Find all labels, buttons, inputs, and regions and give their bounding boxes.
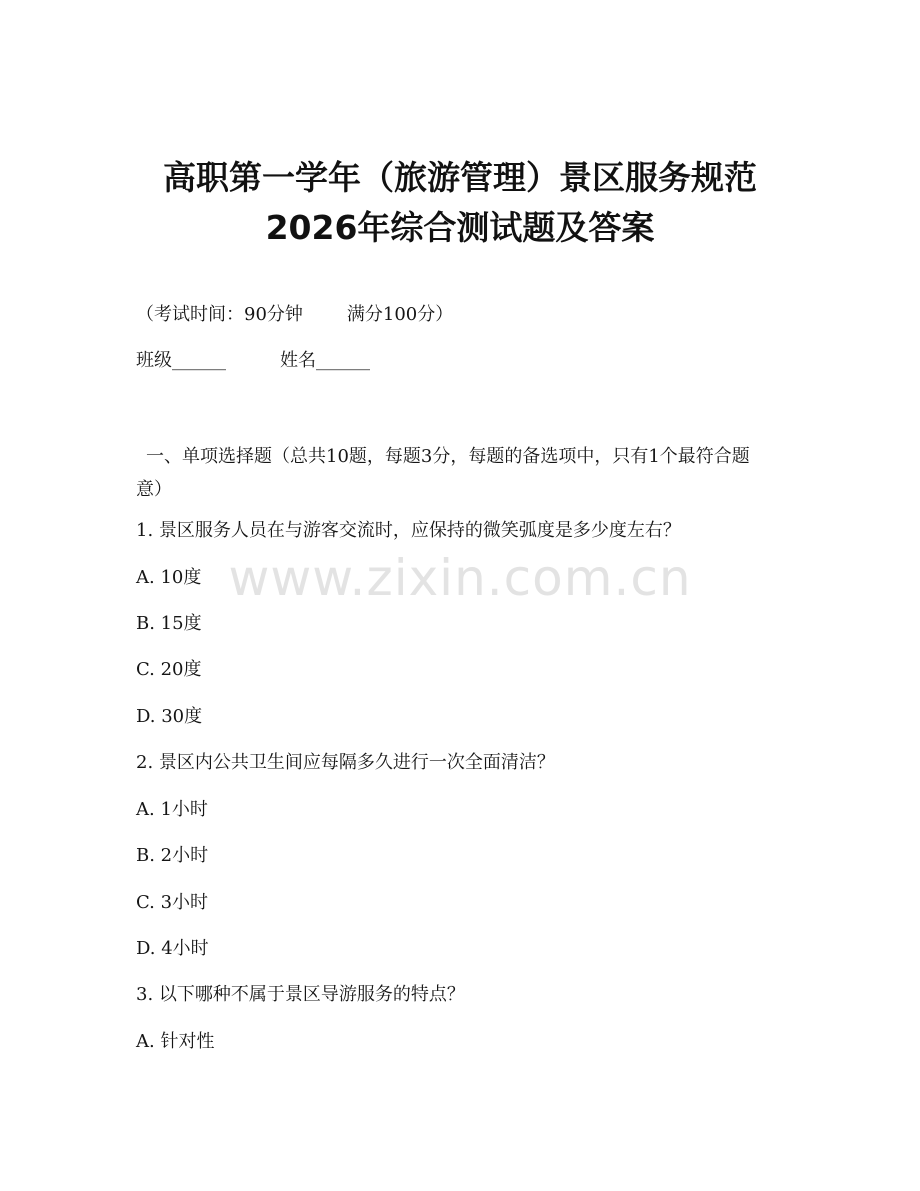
exam-meta bbox=[136, 302, 453, 328]
answer-option: D. 4小时 bbox=[136, 938, 209, 959]
question-stem: 2. 景区内公共卫生间应每隔多久进行一次全面清洁？ bbox=[136, 752, 555, 773]
full-score: 满分100分） bbox=[346, 304, 454, 325]
exam-time: （考试时间：90分钟 bbox=[136, 304, 303, 325]
document-title-line-1: 高职第一学年（旅游管理）景区服务规范 bbox=[163, 158, 757, 197]
class-field: 班级______ bbox=[136, 350, 226, 371]
answer-option: B. 15度 bbox=[136, 613, 202, 634]
answer-option: B. 2小时 bbox=[136, 845, 209, 866]
question-stem: 3. 以下哪种不属于景区导游服务的特点？ bbox=[136, 984, 465, 1005]
answer-option: D. 30度 bbox=[136, 706, 203, 727]
answer-option: A. 1小时 bbox=[136, 799, 208, 820]
answer-option: C. 20度 bbox=[136, 659, 202, 680]
watermark: www.zixin.com.cn bbox=[228, 549, 692, 607]
name-field: 姓名______ bbox=[280, 350, 370, 371]
answer-option: A. 针对性 bbox=[136, 1031, 215, 1052]
answer-option: C. 3小时 bbox=[136, 892, 209, 913]
document-title-line-2: 2026年综合测试题及答案 bbox=[265, 208, 655, 247]
question-stem: 1. 景区服务人员在与游客交流时，应保持的微笑弧度是多少度左右？ bbox=[136, 520, 681, 541]
answer-option: A. 10度 bbox=[136, 567, 202, 588]
section-heading: 一、单项选择题（总共10题，每题3分，每题的备选项中，只有1个最符合题意） bbox=[136, 446, 750, 500]
student-info bbox=[136, 348, 370, 374]
